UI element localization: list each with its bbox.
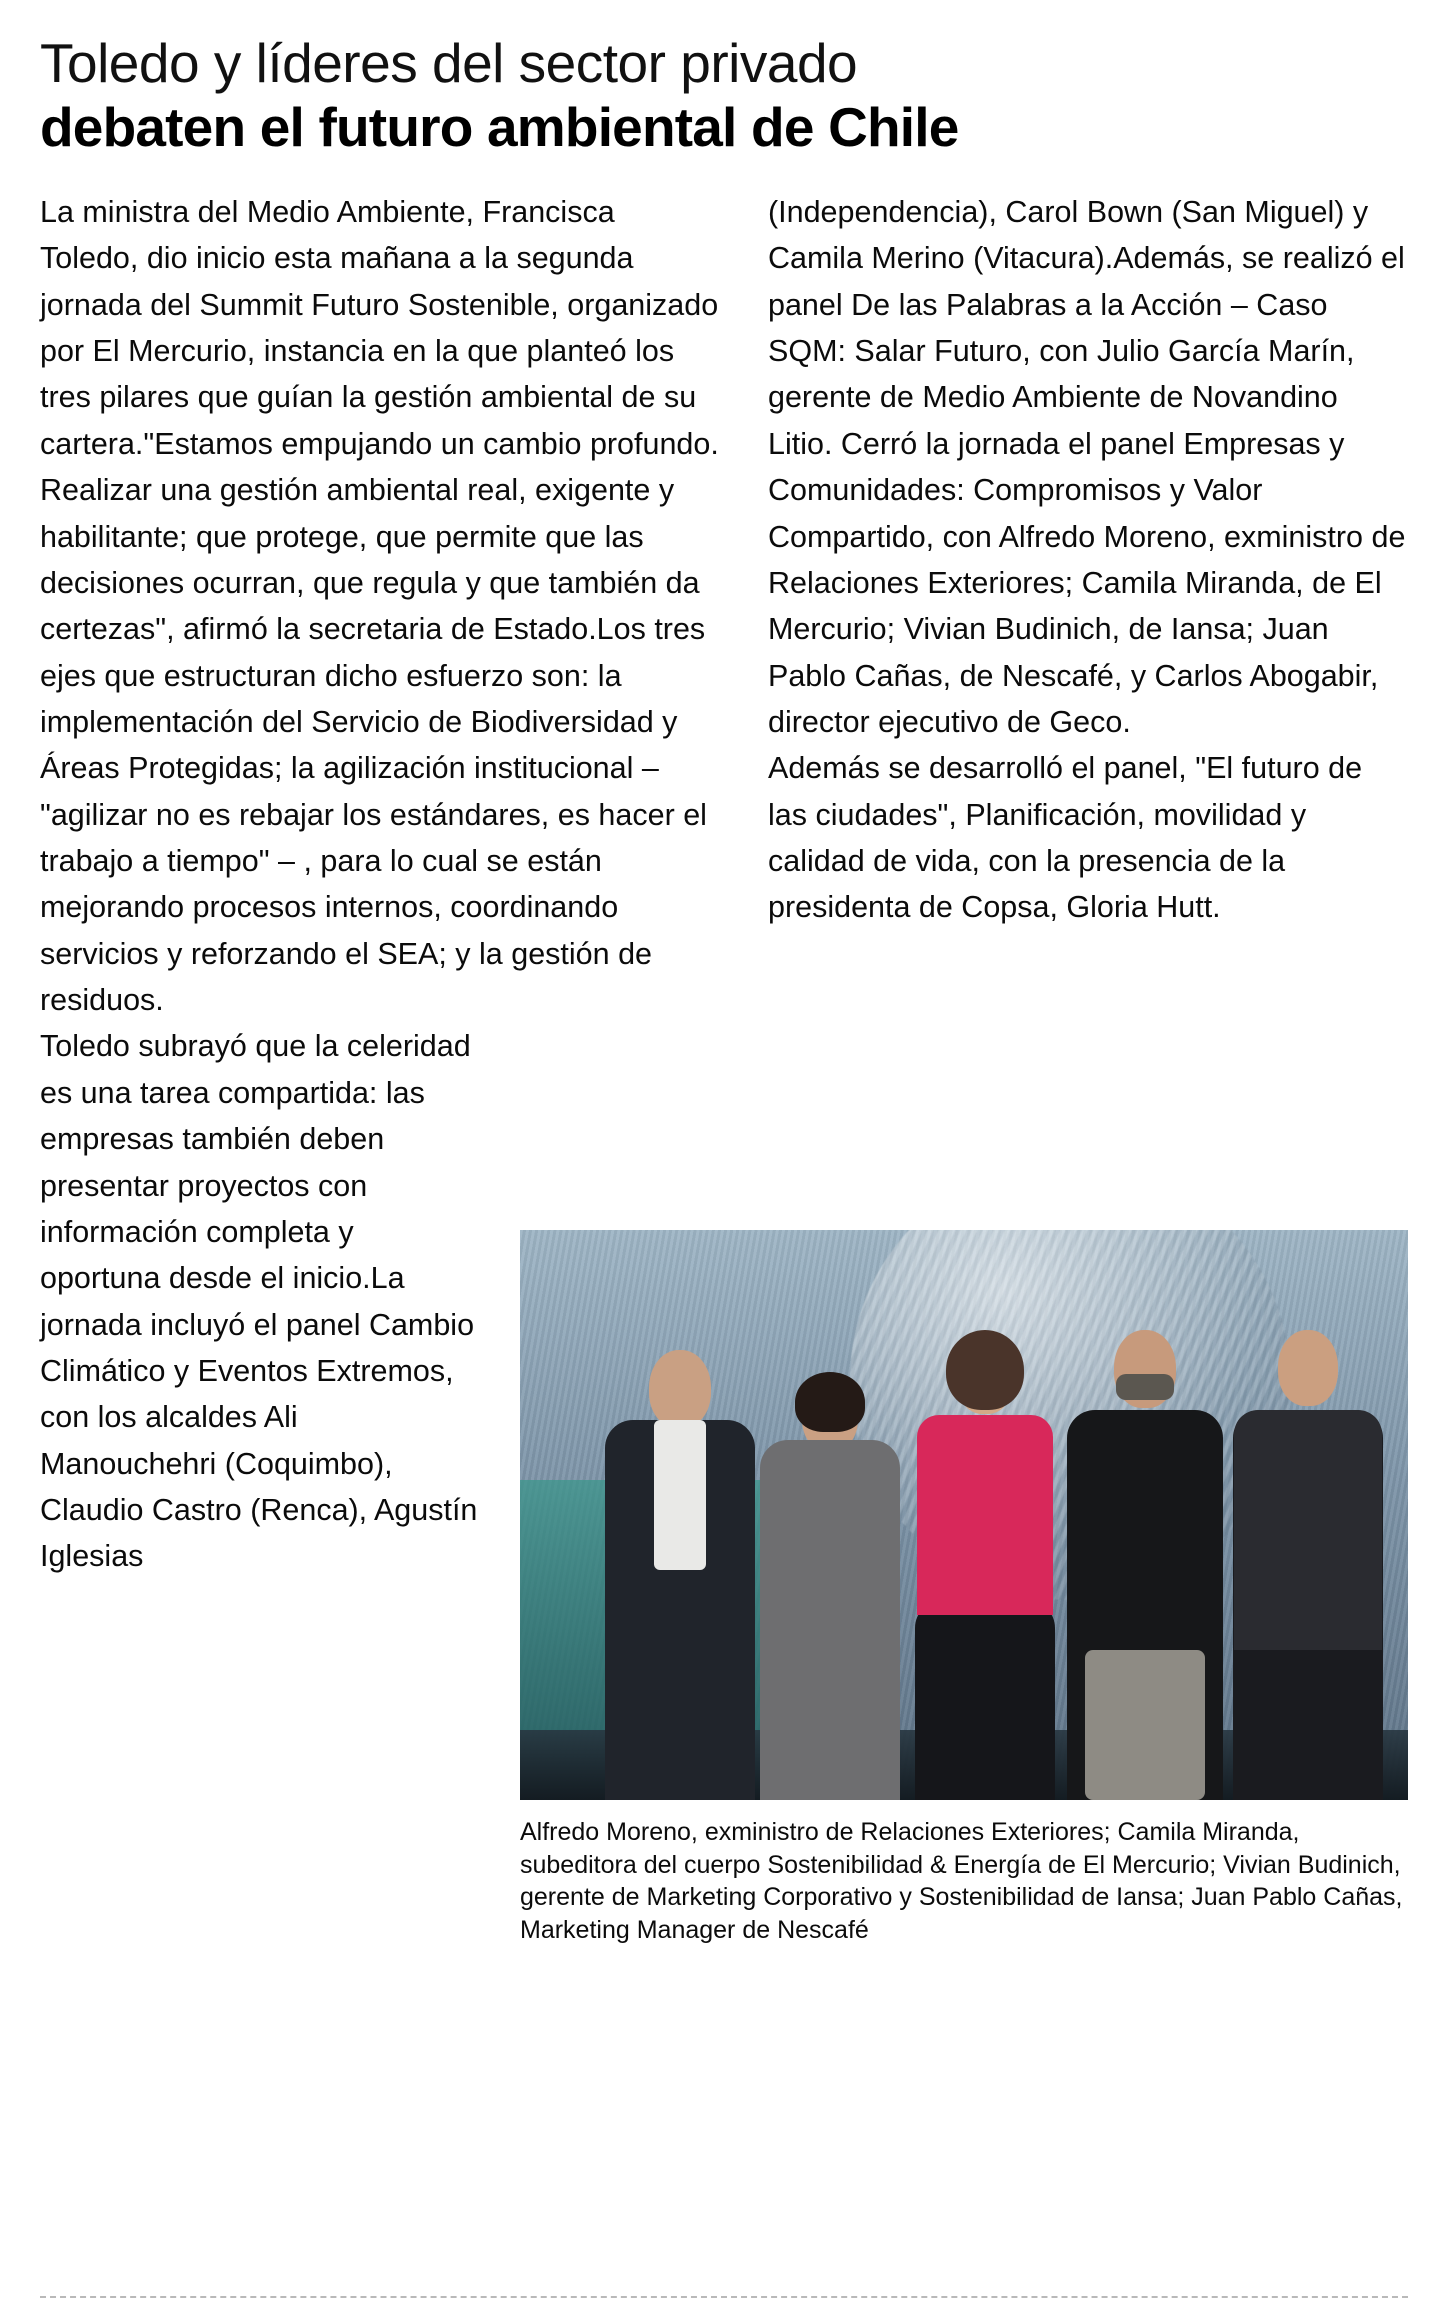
panelists-photo (520, 1230, 1408, 1800)
person-5-head (1278, 1330, 1338, 1406)
footer-divider (40, 2296, 1408, 2298)
person-3-torso (915, 1600, 1055, 1800)
headline-line-1: Toledo y líderes del sector privado (40, 32, 858, 94)
article-figure (520, 1230, 1408, 1946)
right-column-paragraph-1: (Independencia), Carol Bown (San Miguel) y Camila Merino (Vitacura).Además, se realizó el panel De las Palabras a la Acción – Caso SQM: Salar Futuro, con Julio García Marín, gerente de Medio Ambiente de Novandino Litio. Cerró la jornada el panel Empresas y Comunidades: Compromisos y Valor Compartido, con Alfredo Moreno, exministro de Relaciones Exteriores; Camila Miranda, de El Mercurio; Vivian Budinich, de Iansa; Juan Pablo Cañas, de Nescafé, y Carlos Abogabir, director ejecutivo de Geco. (768, 194, 1406, 739)
right-column-paragraph-2: Además se desarrolló el panel, "El futuro de las ciudades", Planificación, movilidad y calidad de vida, con la presencia de la presidenta de Copsa, Gloria Hutt. (768, 751, 1363, 925)
figure-caption: Alfredo Moreno, exministro de Relaciones Exteriores; Camila Miranda, subeditora del cuerpo Sostenibilidad & Energía de El Mercurio; Vivian Budinich, gerente de Marketing Corporativo y Sostenibilidad de Iansa; Juan Pablo Cañas, Marketing Manager de Nescafé (520, 1818, 1403, 1944)
person-4 (1060, 1330, 1230, 1800)
person-1 (600, 1350, 760, 1800)
person-4-trousers (1085, 1650, 1205, 1800)
person-5 (1225, 1330, 1390, 1800)
left-column-paragraph-2: Toledo subrayó que la celeridad es una tarea compartida: las empresas también deben presentar proyectos con información completa y oportuna desde el inicio.La jornada incluyó el panel Cambio Climático y Eventos Extremos, con los alcaldes Ali Manouchehri (Coquimbo), Claudio Castro (Renca), Agustín Iglesias (40, 1029, 478, 1574)
left-column-paragraph-1: La ministra del Medio Ambiente, Francisca Toledo, dio inicio esta mañana a la segunda jornada del Summit Futuro Sostenible, organizado por El Mercurio, instancia en la que planteó los tres pilares que guían la gestión ambiental de su cartera."Estamos empujando un cambio profundo. Realizar una gestión ambiental real, exigente y habilitante; que protege, que permite que las decisiones ocurran, que regula y que también da certezas", afirmó la secretaria de Estado.Los tres ejes que estructuran dicho esfuerzo son: la implementación del Servicio de Biodiversidad y Áreas Protegidas; la agilización institucional – "agilizar no es rebajar los estándares, es hacer el trabajo a tiempo" – , para lo cual se están mejorando procesos internos, coordinando servicios y reforzando el SEA; y la gestión de residuos. (40, 194, 719, 1018)
person-2-torso (760, 1440, 900, 1800)
person-1-head (649, 1350, 711, 1428)
person-2 (755, 1380, 905, 1800)
person-3-blouse (917, 1415, 1053, 1615)
person-5-sweater (1234, 1410, 1382, 1650)
right-column (768, 189, 1448, 931)
person-2-hair (795, 1372, 865, 1432)
person-4-beard (1116, 1374, 1174, 1400)
person-3 (905, 1340, 1065, 1800)
headline-block (0, 0, 1448, 159)
person-3-hair (946, 1330, 1024, 1410)
person-1-shirt (654, 1420, 706, 1570)
headline-line-2: debaten el futuro ambiental de Chile (40, 96, 959, 159)
